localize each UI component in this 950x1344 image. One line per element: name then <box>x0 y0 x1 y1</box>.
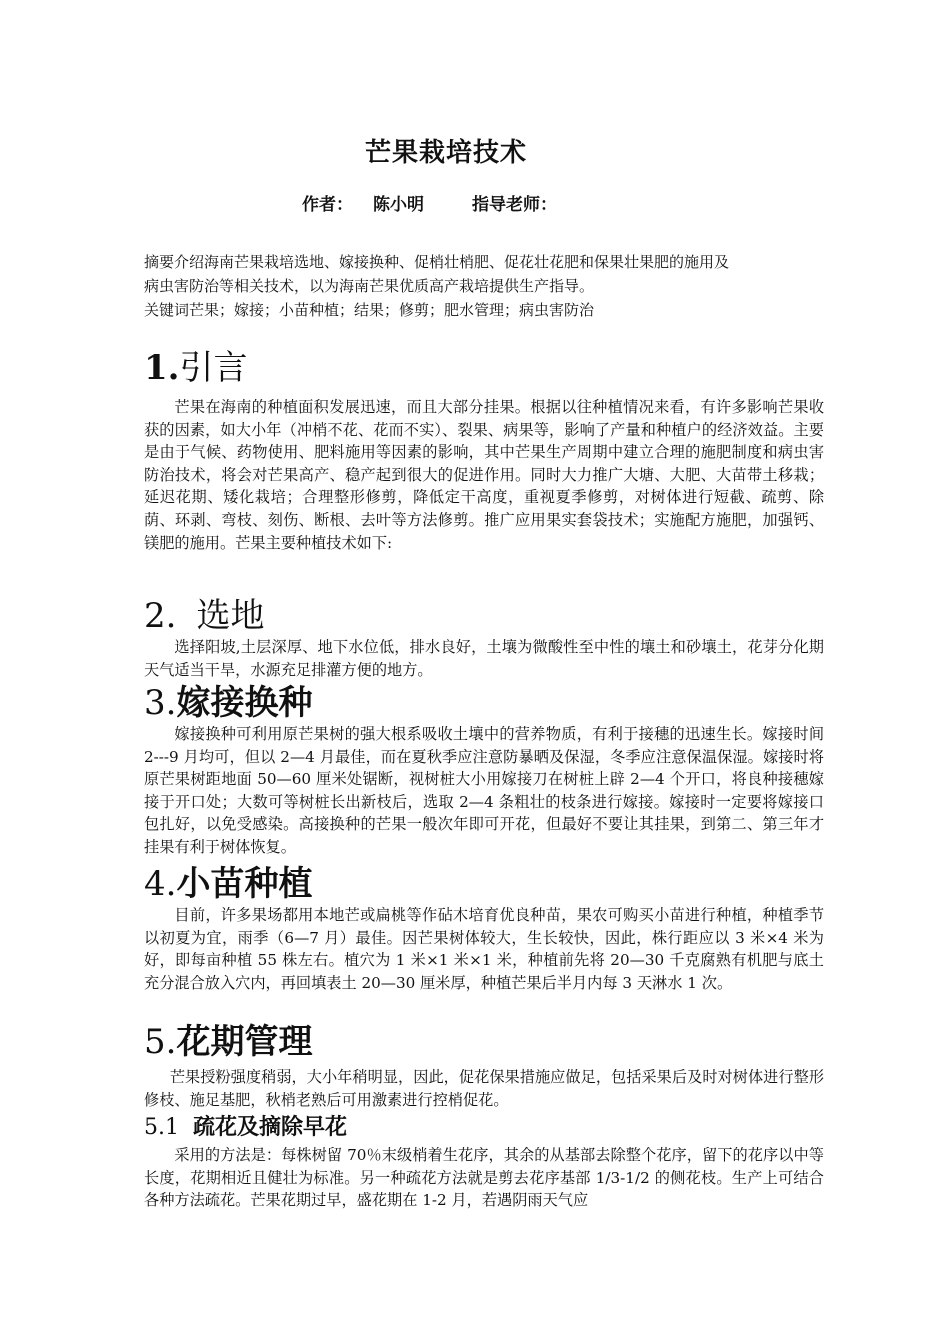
section-body: 嫁接换种可利用原芒果树的强大根系吸收土壤中的营养物质，有利于接穗的迅速生长。嫁接时间 2---9 月均可，但以 2—4 月最佳，而在夏秋季应注意防暴晒及保湿，冬季应注意保温保湿。嫁接时将原芒果树距地面 50—60 厘米处锯断，视树桩大小用嫁接刀在树桩上辟 2—4 个开口，将良种接穗嫁接于开口处；大数可等树桩长出新枝后，选取 2—4 条粗壮的枝条进行嫁接。嫁接时一定要将嫁接口包扎好，以免受感染。高接换种的芒果一般次年即可开花，但最好不要让其挂果，到第二、第三年才挂果有利于树体恢复。 <box>144 725 824 856</box>
abstract <box>144 250 824 322</box>
section-grafting <box>144 683 824 859</box>
keywords: 关键词芒果；嫁接；小苗种植；结果；修剪；肥水管理；病虫害防治 <box>144 301 595 319</box>
section-heading: 5.花期管理 <box>144 1022 313 1062</box>
abstract-line-2: 病虫害防治等相关技术，以为海南芒果优质高产栽培提供生产指导。 <box>144 277 595 295</box>
section-seedling-planting <box>144 864 824 994</box>
section-body: 目前，许多果场都用本地芒或扁桃等作砧木培育优良种苗，果农可购买小苗进行种植，种植季节以初夏为宜，雨季（6—7 月）最佳。因芒果树体较大，生长较快，因此，株行距应以 3 米×4 米为好，即每亩种植 55 株左右。植穴为 1 米×1 米×1 米，种植前先将 20—30 千克腐熟有机肥与底土充分混合放入穴内，再回填表土 20—30 厘米厚，种植芒果后半月内每 3 天淋水 1 次。 <box>144 906 824 992</box>
section-heading: 1.引言 <box>144 348 248 388</box>
document-title: 芒果栽培技术 <box>364 138 527 168</box>
section-site-selection <box>144 596 824 681</box>
section-body: 芒果在海南的种植面积发展迅速，而且大部分挂果。根据以往种植情况来看，有许多影响芒果收获的因素，如大小年（冲梢不花、花而不实）、裂果、病果等，影响了产量和种植户的经济效益。主要是由于气候、药物使用、肥料施用等因素的影响，其中芒果生产周期中建立合理的施肥制度和病虫害防治技术，将会对芒果高产、稳产起到很大的促进作用。同时大力推广大塘、大肥、大苗带土移栽；延迟花期、矮化栽培；合理整形修剪，降低定干高度，重视夏季修剪，对树体进行短截、疏剪、除荫、环剥、弯枝、刻伤、断根、去叶等方法修剪。推广应用果实套袋技术；实施配方施肥，加强钙、镁肥的施用。芒果主要种植技术如下: <box>144 398 824 552</box>
section-flower-thinning <box>144 1114 824 1212</box>
abstract-line-1: 摘要介绍海南芒果栽培选地、嫁接换种、促梢壮梢肥、促花壮花肥和保果壮果肥的施用及 <box>144 253 730 271</box>
section-body: 选择阳坡,土层深厚、地下水位低，排水良好，土壤为微酸性至中性的壤土和砂壤土，花芽分化期天气适当干旱，水源充足排灌方便的地方。 <box>144 638 824 679</box>
section-body: 采用的方法是：每株树留 70％末级梢着生花序，其余的从基部去除整个花序，留下的花序以中等长度，花期相近且健壮为标准。另一种疏花方法就是剪去花序基部 1/3-1/2 的侧花枝。生产上可结合各种方法疏花。芒果花期过早，盛花期在 1-2 月，若遇阴雨天气应 <box>144 1146 824 1210</box>
section-heading: 4.小苗种植 <box>144 864 313 904</box>
subsection-heading: 5.1 疏花及摘除早花 <box>144 1115 348 1140</box>
author-label: 作者： <box>302 195 353 215</box>
section-flowering-management <box>144 1022 824 1111</box>
section-body: 芒果授粉强度稍弱，大小年稍明显，因此，促花保果措施应做足，包括采果后及时对树体进行整形修枝、施足基肥，秋梢老熟后可用激素进行控梢促花。 <box>144 1068 824 1109</box>
section-heading: 3.嫁接换种 <box>144 683 313 723</box>
author-line <box>302 190 557 215</box>
author-name: 陈小明 <box>373 195 424 215</box>
advisor-label: 指导老师： <box>472 195 557 215</box>
section-heading: 2. 选地 <box>144 596 265 636</box>
section-intro <box>144 348 824 554</box>
